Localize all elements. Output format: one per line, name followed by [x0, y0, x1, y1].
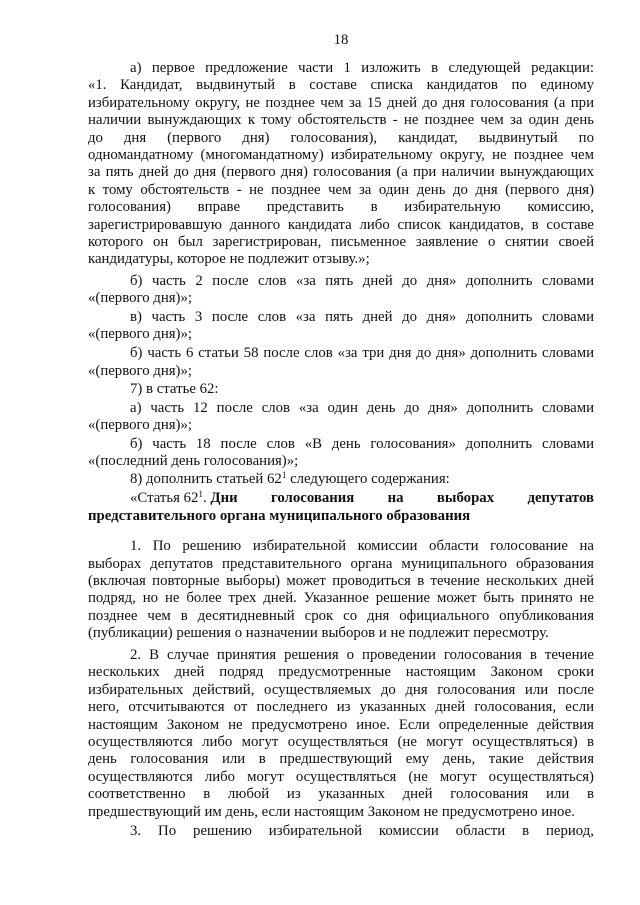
- document-body: [88, 60, 594, 841]
- text-line: а) первое предложение части 1 изложить в следующей редакции:: [130, 60, 594, 76]
- text-line: [88, 471, 594, 488]
- text-line: зарегистрировавшую данного кандидата либо список кандидатов, в составе: [88, 216, 594, 233]
- paragraph-article62-part18-amendment: [88, 436, 594, 471]
- text-line: предшествующий им день, если настоящим Законом не предусмотрено иное.: [88, 803, 575, 820]
- text-line: (включая повторные выборы) может проводиться в течение нескольких дней: [88, 572, 594, 589]
- text-line: б) часть 6 статьи 58 после слов «за три дня до дня» дополнить словами: [130, 345, 594, 362]
- superscript: 1: [281, 470, 287, 481]
- text-line: б) часть 18 после слов «В день голосования» дополнить словами: [130, 435, 594, 452]
- article-label-end: .: [203, 490, 207, 507]
- text-line: «(первого дня)»;: [88, 290, 192, 307]
- article-title-continued: представительного органа муниципального образования: [88, 507, 471, 524]
- paragraph-part1-amendment: [88, 60, 594, 269]
- paragraph-new-article-intro: [88, 471, 594, 488]
- text-line: которого он был зарегистрирован, письменное заявление о снятии своей: [88, 233, 594, 250]
- text-line: день голосования или в предшествующий ему день, такие действия: [88, 751, 594, 768]
- text-line: «(первого дня)»;: [88, 417, 192, 434]
- text-line: 1. По решению избирательной комиссии области голосование на: [130, 538, 594, 555]
- text-line: в) часть 3 после слов «за пять дней до дня» дополнить словами: [130, 308, 594, 325]
- text-line: него, отсчитываются от последнего из указанных дней голосования, если: [88, 699, 594, 716]
- article-label: [130, 490, 238, 507]
- paragraph-part3-amendment: [88, 309, 594, 344]
- text-line: соответственно в любой из указанных дней голосования или в: [88, 786, 594, 803]
- text-line: избирательному округу, не позднее чем за 15 дней до дня голосования (а при: [88, 94, 594, 111]
- page-number: 18: [333, 32, 349, 48]
- paragraph-article58-amendment: [88, 345, 594, 380]
- text-line: одномандатному (многомандатному) избирательному округу, не позднее чем: [88, 146, 594, 163]
- text-line: б) часть 2 после слов «за пять дней до дня» дополнить словами: [130, 272, 594, 289]
- text-line: голосования) вправе представить в избирательную комиссию,: [88, 199, 594, 216]
- text-line: осуществляются либо могут осуществляться (не могут осуществляться) в: [88, 733, 594, 750]
- text-line: позднее чем в десятидневный срок со дня официального опубликования: [88, 607, 594, 624]
- superscript: 1: [198, 489, 203, 500]
- text-segment: 8) дополнить статьей 62: [130, 471, 282, 488]
- article-title: голосования на выборах депутатов: [271, 490, 594, 507]
- text-line: наличии вынуждающих к тому обстоятельств - не позднее чем за один день: [88, 112, 594, 129]
- text-line: нескольких дней подряд предусмотренные настоящим Законом сроки: [88, 664, 594, 681]
- text-line: подряд, но не более трех дней. Указанное решение может быть принято не: [88, 590, 594, 607]
- text-line: к тому обстоятельств - не позднее чем за один день до дня (первого дня): [88, 181, 594, 198]
- text-line: [88, 508, 594, 525]
- text-line: а) часть 12 после слов «за один день до дня» дополнить словами: [130, 399, 594, 416]
- text-line: избирательных действий, осуществляемых до дня голосования или после: [88, 681, 594, 698]
- paragraph-part2-amendment: [88, 273, 594, 308]
- text-line: «(последний день голосования)»;: [88, 453, 299, 470]
- article-clause-1: [88, 538, 594, 642]
- article-number: «Статья 62: [130, 490, 199, 507]
- text-line: настоящим Законом не предусмотрено иное. Если определенные действия: [88, 716, 594, 733]
- paragraph-article62-intro: [88, 381, 594, 398]
- text-line: «1. Кандидат, выдвинутый в составе списка кандидатов по единому: [88, 77, 594, 94]
- text-line: кандидатуры, которое не подлежит отзыву.»;: [88, 251, 370, 268]
- text-line: «(первого дня)»;: [88, 326, 192, 343]
- text-line: за пять дней до дня (первого дня) голосования (а при наличии вынуждающих: [88, 164, 594, 181]
- text-line: 7) в статье 62:: [130, 381, 219, 398]
- text-line: 2. В случае принятия решения о проведении голосования в течение: [130, 647, 594, 663]
- text-line: (публикации) решения о назначении выборов и не подлежит пересмотру.: [88, 625, 549, 642]
- article-heading: [88, 490, 594, 525]
- text-segment: следующего содержания:: [286, 471, 450, 488]
- paragraph-article62-part12-amendment: [88, 400, 594, 435]
- text-line: [88, 490, 594, 507]
- article-clause-3: [88, 823, 594, 840]
- article-title-first-word: Дни: [210, 490, 238, 507]
- text-line: выборах депутатов представительного органа муниципального образования: [88, 555, 594, 572]
- text-line: 3. По решению избирательной комиссии области в период,: [130, 823, 594, 840]
- text-line: до дня (первого дня) голосования), кандидат, выдвинутый по: [88, 129, 594, 146]
- text-line: осуществляются либо могут осуществляться (не могут осуществляться): [88, 768, 594, 785]
- text-line: «(первого дня)»;: [88, 362, 192, 379]
- article-clause-2: [88, 647, 594, 821]
